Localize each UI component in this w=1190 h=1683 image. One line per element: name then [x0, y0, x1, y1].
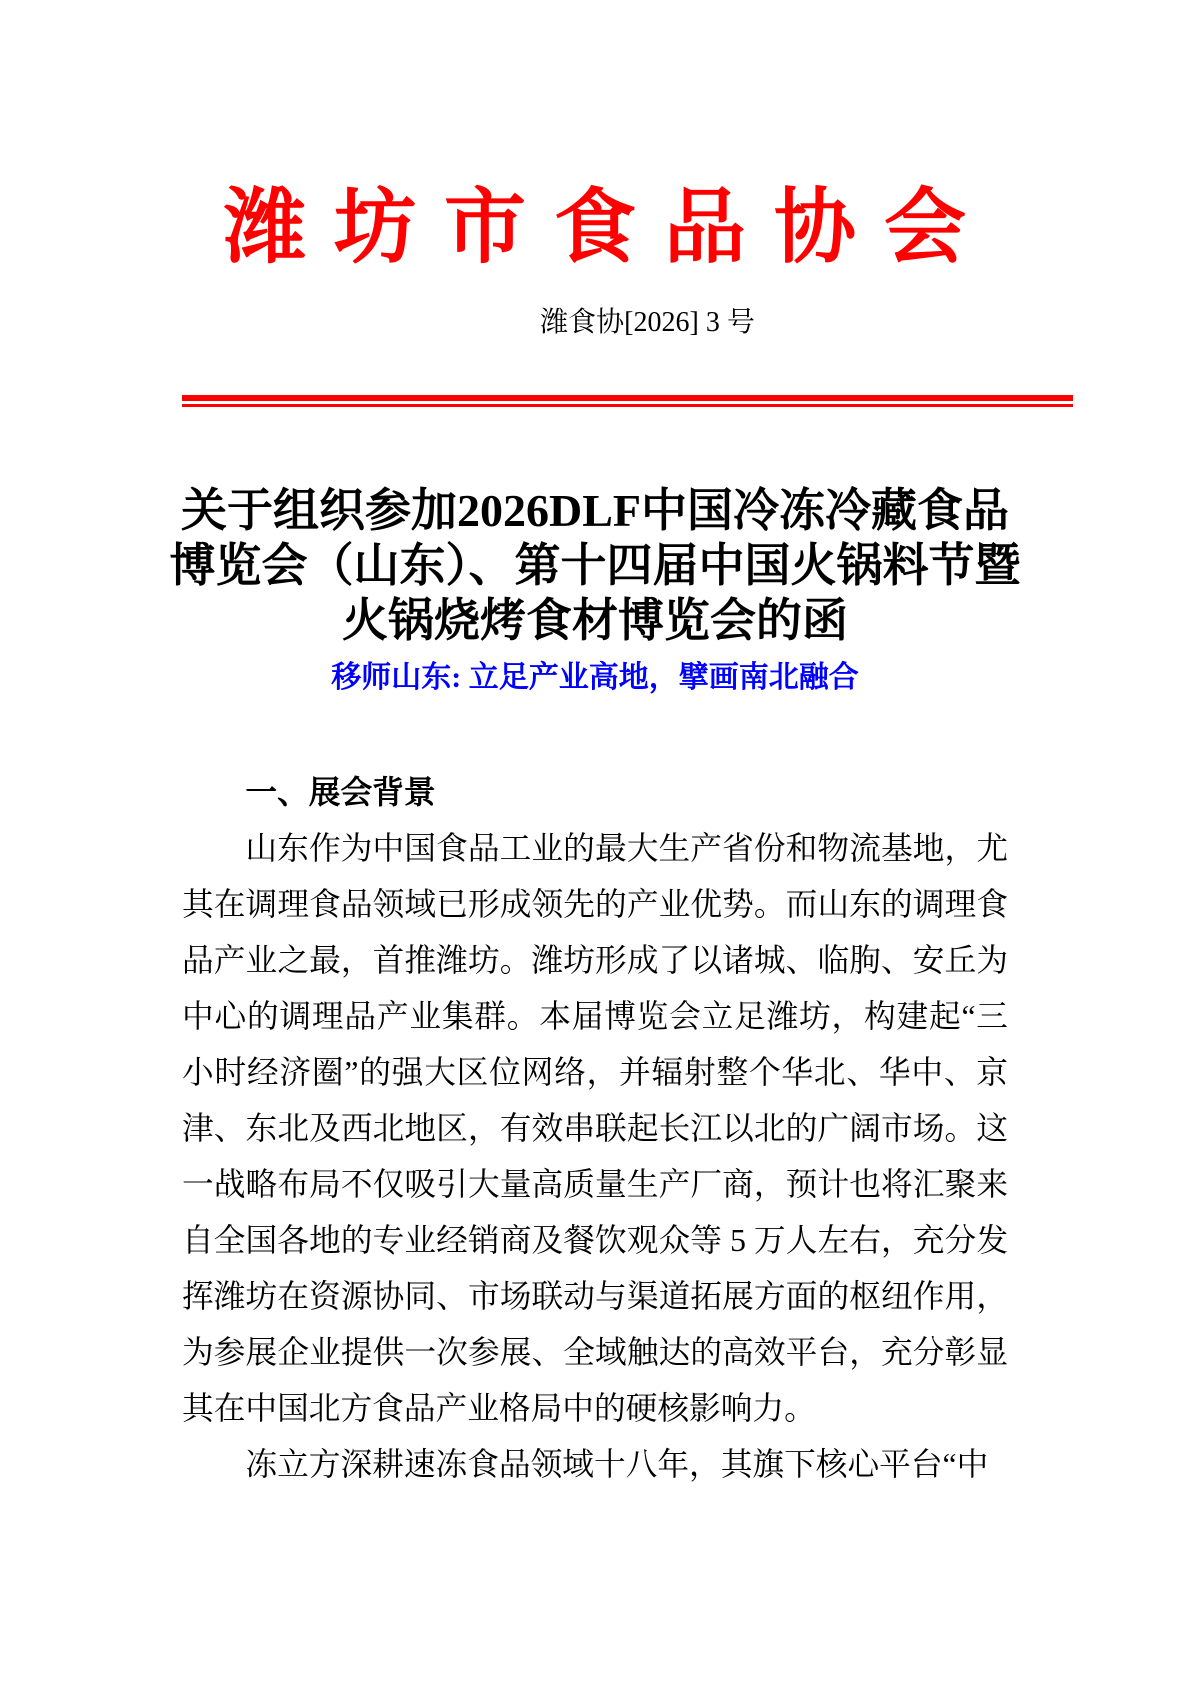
document-subtitle: 移师山东: 立足产业高地，擘画南北融合 — [331, 661, 859, 694]
body-paragraph: 山东作为中国食品工业的最大生产省份和物流基地，尤其在调理食品领域已形成领先的产业优势。而山东的调理食品产业之最，首推潍坊。潍坊形成了以诸城、临朐、安丘为中心的调理品产业集群。本届博览会立足潍坊，构建起“三小时经济圈”的强大区位网络，并辐射整个华北、华中、京津、东北及西北地区，有效串联起长江以北的广阔市场。这一战略布局不仅吸引大量高质量生产厂商，预计也将汇聚来自全国各地的专业经销商及餐饮观众等 5 万人左右，充分发挥潍坊在资源协同、市场联动与渠道拓展方面的枢纽作用，为参展企业提供一次参展、全域触达的高效平台，充分彰显其在中国北方食品产业格局中的硬核影响力。 — [182, 831, 1008, 1426]
red-divider-rule — [182, 395, 1073, 407]
org-name-header: 潍坊市食品协会 — [223, 182, 994, 273]
document-body — [182, 765, 1008, 1493]
document-title-line-2: 博览会（山东）、第十四届中国火锅料节暨 — [169, 540, 1021, 591]
section-heading: 一、展会背景 — [245, 775, 436, 810]
document-title — [0, 483, 1190, 648]
red-divider-thick-line — [182, 395, 1073, 401]
document-title-line-1: 关于组织参加2026DLF中国冷冻冷藏食品 — [181, 485, 1009, 536]
red-divider-thin-line — [182, 404, 1073, 407]
document-title-line-3: 火锅烧烤食材博览会的函 — [342, 595, 848, 646]
doc-number: 潍食协[2026] 3 号 — [540, 307, 755, 338]
body-paragraph: 冻立方深耕速冻食品领域十八年，其旗下核心平台“中 — [245, 1447, 989, 1482]
